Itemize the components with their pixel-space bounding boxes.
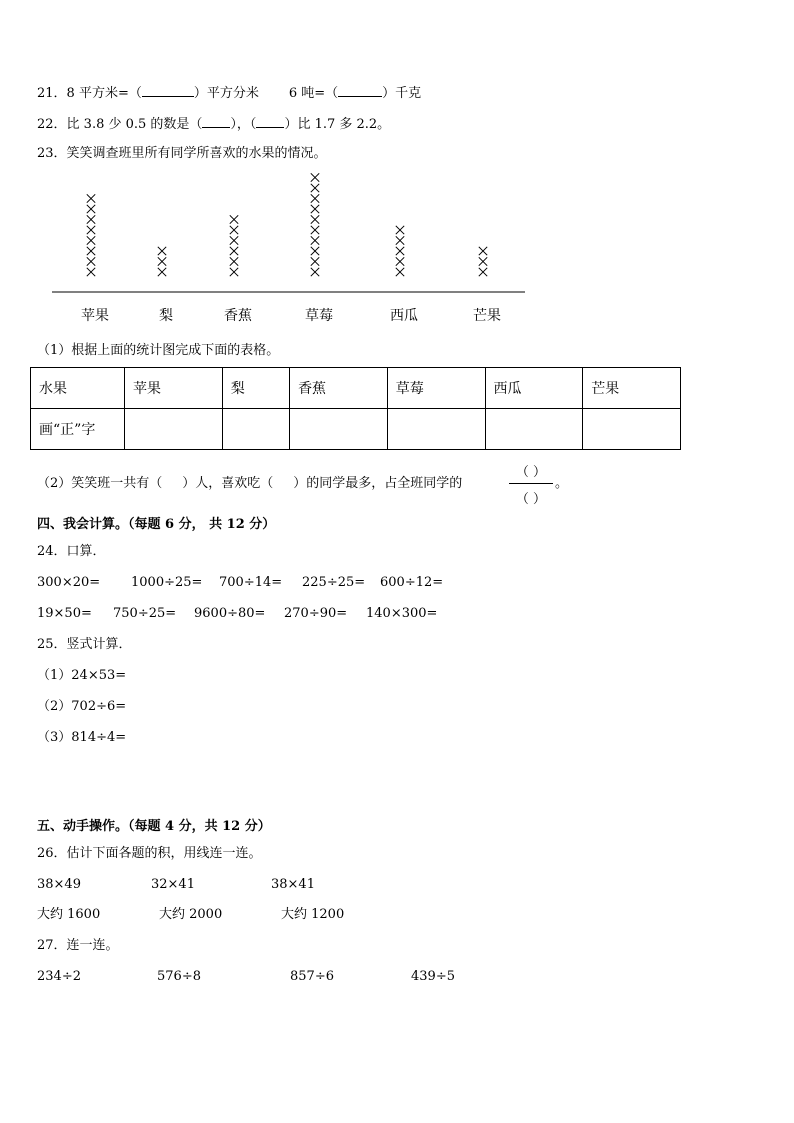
q22-blank-2[interactable] bbox=[256, 115, 284, 128]
table-row-header bbox=[31, 368, 681, 409]
question-25-title: 25．竖式计算． bbox=[37, 637, 132, 652]
table-row-label: 画“正”字 bbox=[31, 409, 125, 450]
tally-mark-草莓 bbox=[311, 205, 319, 213]
tally-mark-芒果 bbox=[479, 257, 487, 265]
oral-calc-item: 140×300= bbox=[366, 606, 438, 621]
table-row-tally bbox=[31, 409, 681, 450]
tally-mark-草莓 bbox=[311, 247, 319, 255]
fraction-bar bbox=[509, 483, 553, 484]
question-26-title: 26．估计下面各题的积，用线连一连。 bbox=[37, 846, 262, 861]
question-23-part-2 bbox=[37, 476, 462, 492]
table-answer-cell[interactable] bbox=[222, 409, 289, 450]
estimate-expression[interactable]: 32×41 bbox=[151, 877, 195, 892]
table-header-cell: 草莓 bbox=[387, 368, 485, 409]
tally-mark-西瓜 bbox=[396, 226, 404, 234]
tally-mark-香蕉 bbox=[230, 226, 238, 234]
category-label: 芒果 bbox=[473, 308, 501, 324]
category-label: 香蕉 bbox=[224, 308, 252, 324]
tally-mark-西瓜 bbox=[396, 236, 404, 244]
oral-calc-item: 225÷25= bbox=[302, 575, 366, 590]
table-answer-cell[interactable] bbox=[125, 409, 223, 450]
vertical-calc-item: （3）814÷4= bbox=[37, 730, 127, 745]
fraction-numerator: （ ） bbox=[515, 465, 547, 480]
oral-calc-item: 600÷12= bbox=[380, 575, 444, 590]
fraction-denominator: （ ） bbox=[515, 492, 547, 507]
tally-mark-草莓 bbox=[311, 236, 319, 244]
tally-mark-苹果 bbox=[87, 226, 95, 234]
question-23-title: 23．笑笑调查班里所有同学所喜欢的水果的情况。 bbox=[37, 146, 327, 161]
q21-text-c: 6 吨=（ bbox=[288, 86, 339, 101]
category-label: 西瓜 bbox=[390, 308, 418, 324]
tally-mark-苹果 bbox=[87, 247, 95, 255]
oral-calc-item: 9600÷80= bbox=[194, 606, 266, 621]
tally-mark-梨 bbox=[158, 268, 166, 276]
vertical-calc-item: （1）24×53= bbox=[37, 668, 127, 683]
estimate-answer[interactable]: 大约 1200 bbox=[281, 907, 345, 922]
q21-blank-2[interactable] bbox=[338, 84, 382, 97]
match-expression[interactable]: 857÷6 bbox=[290, 969, 334, 984]
q23-part2-text-b: ）人，喜欢吃（ bbox=[182, 476, 274, 491]
tally-mark-苹果 bbox=[87, 268, 95, 276]
category-label: 苹果 bbox=[81, 308, 109, 324]
fraction-answer[interactable] bbox=[509, 461, 553, 505]
oral-calc-item: 700÷14= bbox=[219, 575, 283, 590]
q21-blank-1[interactable] bbox=[142, 84, 194, 97]
table-header-cell: 芒果 bbox=[583, 368, 681, 409]
section-5-heading: 五、动手操作。（每题 4 分，共 12 分） bbox=[37, 819, 271, 834]
tally-mark-苹果 bbox=[87, 236, 95, 244]
tally-mark-香蕉 bbox=[230, 215, 238, 223]
table-header-cell: 梨 bbox=[222, 368, 289, 409]
match-expression[interactable]: 576÷8 bbox=[157, 969, 201, 984]
estimate-answer[interactable]: 大约 1600 bbox=[37, 907, 101, 922]
tally-mark-芒果 bbox=[479, 268, 487, 276]
tally-mark-香蕉 bbox=[230, 257, 238, 265]
tally-mark-草莓 bbox=[311, 184, 319, 192]
table-answer-cell[interactable] bbox=[583, 409, 681, 450]
oral-calc-item: 19×50= bbox=[37, 606, 92, 621]
fruit-tally-chart bbox=[0, 165, 560, 335]
category-label: 草莓 bbox=[305, 308, 333, 324]
oral-calc-item: 750÷25= bbox=[113, 606, 177, 621]
tally-mark-苹果 bbox=[87, 257, 95, 265]
tally-mark-香蕉 bbox=[230, 268, 238, 276]
q22-text-c: ）比 1.7 多 2.2。 bbox=[284, 117, 391, 132]
match-expression[interactable]: 439÷5 bbox=[411, 969, 455, 984]
tally-mark-芒果 bbox=[479, 247, 487, 255]
estimate-expression[interactable]: 38×49 bbox=[37, 877, 81, 892]
table-header-cell: 水果 bbox=[31, 368, 125, 409]
q21-text-a: 21．8 平方米=（ bbox=[37, 86, 142, 101]
estimate-answer[interactable]: 大约 2000 bbox=[159, 907, 223, 922]
chart-labels bbox=[81, 307, 501, 324]
question-27-title: 27．连一连。 bbox=[37, 938, 119, 953]
tally-mark-草莓 bbox=[311, 194, 319, 202]
tally-mark-草莓 bbox=[311, 268, 319, 276]
table-header-cell: 西瓜 bbox=[485, 368, 583, 409]
tally-mark-梨 bbox=[158, 257, 166, 265]
tally-mark-草莓 bbox=[311, 173, 319, 181]
tally-mark-香蕉 bbox=[230, 247, 238, 255]
table-header-cell: 香蕉 bbox=[290, 368, 388, 409]
match-expression[interactable]: 234÷2 bbox=[37, 969, 81, 984]
tally-mark-梨 bbox=[158, 247, 166, 255]
tally-mark-西瓜 bbox=[396, 257, 404, 265]
tally-mark-苹果 bbox=[87, 205, 95, 213]
table-answer-cell[interactable] bbox=[290, 409, 388, 450]
tally-table bbox=[30, 367, 681, 450]
q22-text-b: ），（ bbox=[230, 117, 257, 132]
estimate-expression[interactable]: 38×41 bbox=[271, 877, 315, 892]
oral-calc-item: 300×20= bbox=[37, 575, 101, 590]
q23-part2-text-a: （2）笑笑班一共有（ bbox=[37, 476, 163, 491]
tally-mark-香蕉 bbox=[230, 236, 238, 244]
question-24-title: 24．口算． bbox=[37, 544, 106, 559]
table-answer-cell[interactable] bbox=[485, 409, 583, 450]
question-22 bbox=[37, 115, 390, 133]
table-answer-cell[interactable] bbox=[387, 409, 485, 450]
q22-blank-1[interactable] bbox=[202, 115, 230, 128]
tally-mark-西瓜 bbox=[396, 247, 404, 255]
question-21 bbox=[37, 84, 421, 102]
q21-text-d: ）千克 bbox=[382, 86, 422, 101]
tally-mark-草莓 bbox=[311, 226, 319, 234]
oral-calc-item: 1000÷25= bbox=[131, 575, 203, 590]
q21-text-b: ）平方分米 bbox=[193, 86, 259, 101]
category-label: 梨 bbox=[159, 308, 173, 324]
question-23-part-1: （1）根据上面的统计图完成下面的表格。 bbox=[37, 343, 280, 358]
tally-mark-草莓 bbox=[311, 257, 319, 265]
q23-part2-end: 。 bbox=[555, 476, 569, 491]
tally-mark-草莓 bbox=[311, 215, 319, 223]
chart-marks bbox=[87, 173, 487, 276]
tally-mark-西瓜 bbox=[396, 268, 404, 276]
oral-calc-item: 270÷90= bbox=[284, 606, 348, 621]
tally-mark-苹果 bbox=[87, 194, 95, 202]
tally-mark-苹果 bbox=[87, 215, 95, 223]
table-header-cell: 苹果 bbox=[125, 368, 223, 409]
q23-part2-text-c: ）的同学最多，占全班同学的 bbox=[293, 476, 463, 491]
section-4-heading: 四、我会计算。（每题 6 分， 共 12 分） bbox=[37, 517, 276, 532]
q22-text-a: 22．比 3.8 少 0.5 的数是（ bbox=[37, 117, 203, 132]
vertical-calc-item: （2）702÷6= bbox=[37, 699, 127, 714]
